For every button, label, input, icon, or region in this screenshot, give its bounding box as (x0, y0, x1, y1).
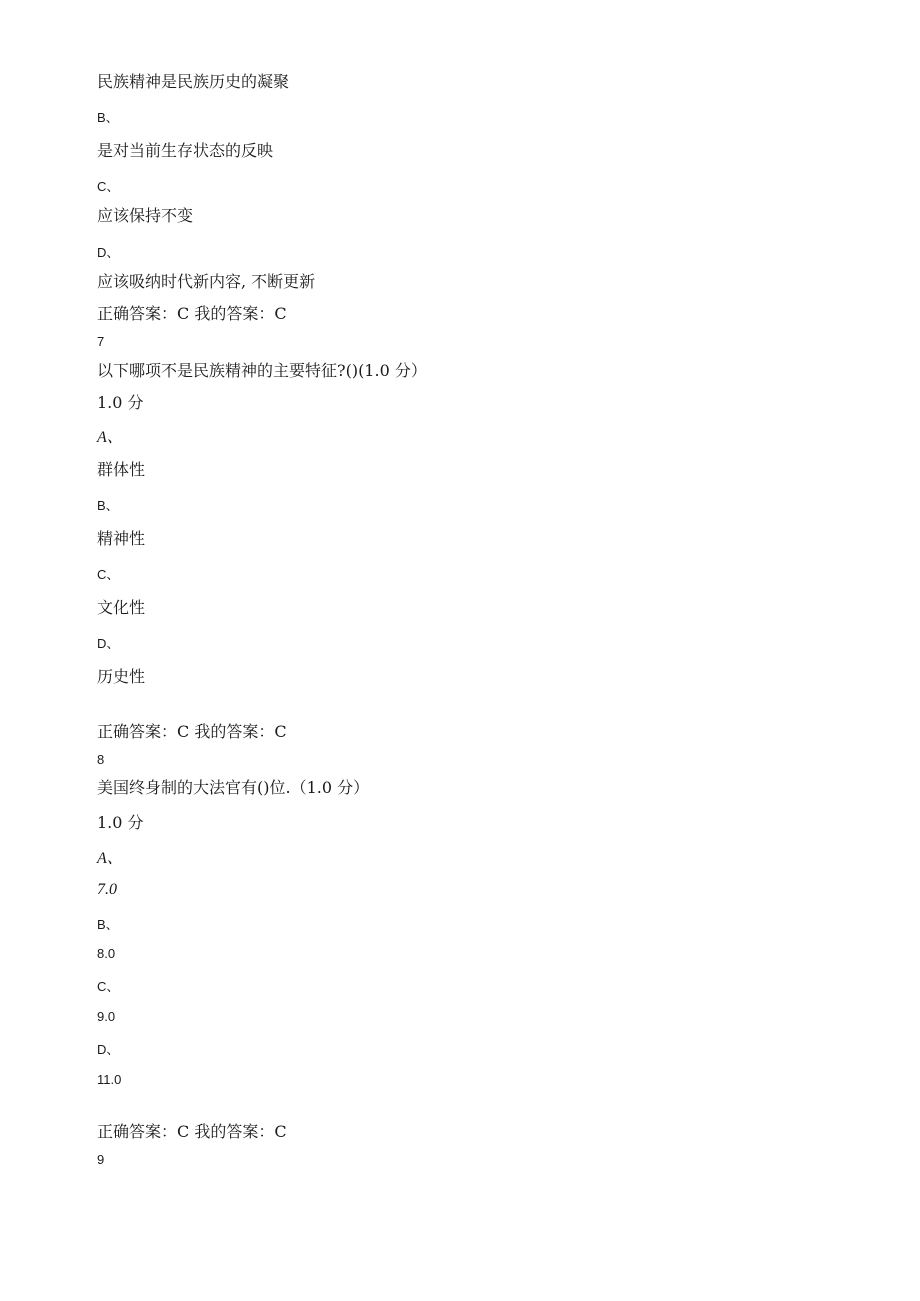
q7-answer-line: 正确答案：C 我的答案：C (97, 722, 287, 741)
q8-option-b-label: B、 (97, 917, 119, 932)
q7-number: 7 (97, 334, 105, 349)
q6-option-d-label: D、 (97, 245, 120, 260)
q8-option-c-text: 9.0 (97, 1009, 116, 1024)
q7-option-a-text: 群体性 (97, 460, 146, 479)
q7-option-a-label: A、 (97, 429, 123, 446)
q6-option-b-text: 是对当前生存状态的反映 (97, 141, 274, 160)
q7-question: 以下哪项不是民族精神的主要特征?()(1.0 分） (97, 361, 427, 380)
q8-question: 美国终身制的大法官有()位.（1.0 分） (97, 778, 370, 797)
q6-option-c-label: C、 (97, 179, 120, 194)
q8-option-b-text: 8.0 (97, 946, 116, 961)
q9-number: 9 (97, 1152, 105, 1167)
q6-option-a-text: 民族精神是民族历史的凝聚 (97, 72, 290, 91)
q8-answer-line: 正确答案：C 我的答案：C (97, 1122, 287, 1141)
q6-answer-line: 正确答案：C 我的答案：C (97, 304, 287, 323)
q8-number: 8 (97, 752, 105, 767)
q8-option-c-label: C、 (97, 979, 120, 994)
q8-option-a-text: 7.0 (97, 881, 117, 898)
q8-option-d-label: D、 (97, 1042, 120, 1057)
q7-option-b-label: B、 (97, 498, 119, 513)
q7-option-d-label: D、 (97, 636, 120, 651)
q7-option-b-text: 精神性 (97, 529, 146, 548)
q8-score: 1.0 分 (97, 813, 144, 832)
q8-option-a-label: A、 (97, 850, 123, 867)
q6-option-c-text: 应该保持不变 (97, 206, 194, 225)
q7-option-c-label: C、 (97, 567, 120, 582)
q7-score: 1.0 分 (97, 393, 144, 412)
q6-option-d-text: 应该吸纳时代新内容, 不断更新 (97, 272, 316, 291)
q7-option-c-text: 文化性 (97, 598, 146, 617)
q6-option-b-label: B、 (97, 110, 119, 125)
q8-option-d-text: 11.0 (97, 1072, 122, 1087)
q7-option-d-text: 历史性 (97, 667, 146, 686)
